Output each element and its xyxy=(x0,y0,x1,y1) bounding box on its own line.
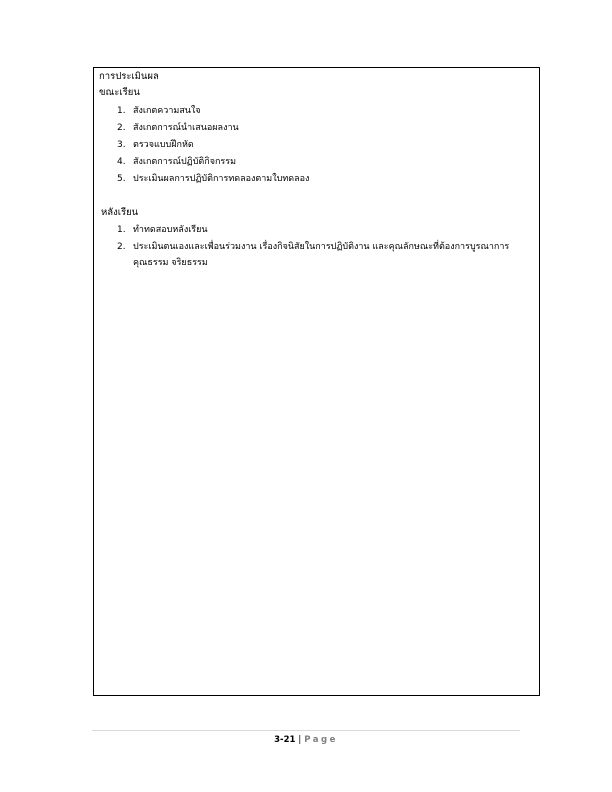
list-item-text: ทำทดสอบหลังเรียน xyxy=(133,225,208,235)
list-item-number: 2. xyxy=(117,123,126,133)
list-item xyxy=(117,139,194,151)
page-footer xyxy=(0,734,612,746)
list-item xyxy=(117,105,201,117)
list-item xyxy=(117,156,236,168)
main-heading: การประเมินผล xyxy=(99,71,159,82)
list-item-text: สังเกตความสนใจ xyxy=(133,106,201,116)
page-label: Page xyxy=(304,735,338,745)
list-item-continuation: คุณธรรม จริยธรรม xyxy=(133,258,208,268)
list-item-number: 4. xyxy=(117,157,126,167)
list-item-text: ประเมินตนเองและเพื่อนร่วมงาน เรื่องกิจนิสัยในการปฏิบัติงาน และคุณลักษณะที่ต้องการบูรณาการ xyxy=(133,242,510,252)
list-item-number: 5. xyxy=(117,174,126,184)
page-number: 3-21 xyxy=(274,735,296,745)
list-item xyxy=(117,224,208,236)
list-item-number: 1. xyxy=(117,225,126,235)
footer-separator: | xyxy=(298,735,302,745)
list-item xyxy=(117,241,509,253)
after-class-heading: หลังเรียน xyxy=(101,207,139,218)
list-item-text: สังเกตการณ์นำเสนอผลงาน xyxy=(133,123,239,133)
list-item-text: ตรวจแบบฝึกหัด xyxy=(133,140,194,150)
list-item-number: 1. xyxy=(117,106,126,116)
list-item xyxy=(117,173,309,185)
list-item-number: 3. xyxy=(117,140,126,150)
footer-divider xyxy=(92,730,520,731)
list-item-number: 2. xyxy=(117,242,126,252)
list-item xyxy=(117,122,239,134)
during-class-heading: ขณะเรียน xyxy=(99,87,140,98)
list-item-text: ประเมินผลการปฏิบัติการทดลองตามใบทดลอง xyxy=(133,174,310,184)
list-item-text: สังเกตการณ์ปฏิบัติกิจกรรม xyxy=(133,157,237,167)
